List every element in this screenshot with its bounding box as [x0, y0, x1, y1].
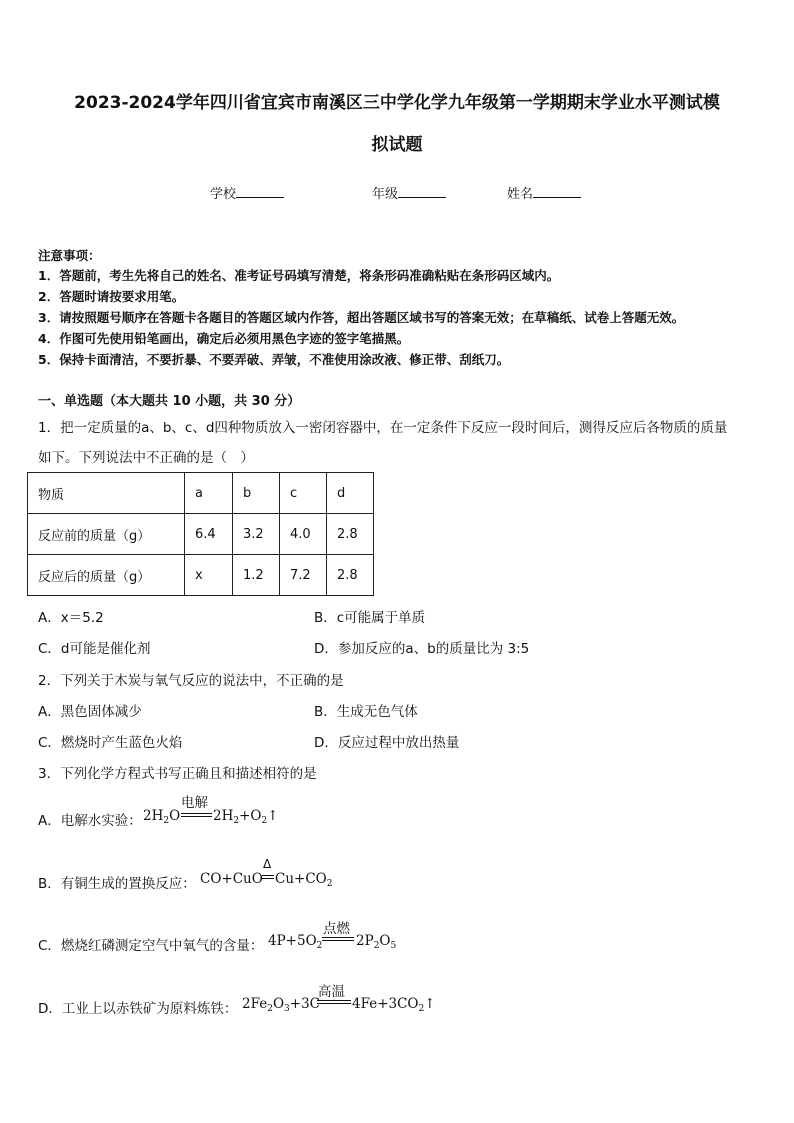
q3-option-d-products: $4Fe+3CO_2↑$: [352, 996, 436, 1014]
q1-option-b: B．c可能属于单质: [314, 610, 426, 626]
table-cell: 2.8: [327, 514, 374, 555]
note-item: 3．请按照题号顺序在答题卡各题目的答题区域内作答，超出答题区域书写的答案无效；在草稿纸、试卷上答题无效。: [38, 310, 685, 325]
q2-option-a: A．黑色固体减少: [38, 704, 142, 720]
name-field: [507, 183, 581, 202]
table-cell: 3.2: [233, 514, 280, 555]
table-row: [28, 555, 374, 596]
question-1-stem: 1．把一定质量的a、b、c、d四种物质放入一密闭容器中，在一定条件下反应一段时间后，测得反应后各物质的质量: [38, 420, 728, 436]
table-cell: 反应后的质量（g）: [28, 555, 185, 596]
q1-option-c: C．d可能是催化剂: [38, 641, 151, 657]
grade-label: 年级: [372, 187, 399, 202]
table-cell: 1.2: [233, 555, 280, 596]
table-cell: 2.8: [327, 555, 374, 596]
mass-table: [27, 472, 374, 596]
q3-option-d-reactants: $2Fe_2O_3+3C$: [242, 996, 320, 1014]
table-cell: x: [185, 555, 233, 596]
q3-option-c-products: $2P_2O_5$: [356, 933, 397, 951]
section-heading: 一、单选题（本大题共 10 小题，共 30 分）: [38, 394, 301, 409]
q3-option-b-condition: Δ: [263, 857, 272, 871]
question-3-stem: 3．下列化学方程式书写正确且和描述相符的是: [38, 766, 317, 782]
reaction-sign: [181, 813, 212, 817]
notes-heading: 注意事项：: [38, 248, 101, 263]
name-label: 姓名: [507, 187, 534, 202]
page-title-continued: 拟试题: [371, 135, 423, 155]
page-title: 2023-2024学年四川省宜宾市南溪区三中学化学九年级第一学期期末学业水平测试模: [74, 93, 720, 113]
question-1-stem-continued: 如下。下列说法中不正确的是（ ）: [38, 450, 254, 466]
q3-option-c-reactants: $4P+5O_2$: [268, 933, 323, 951]
q3-option-b-label: B．有铜生成的置换反应：: [38, 876, 196, 892]
table-cell: 物质: [28, 473, 185, 514]
q3-option-d-condition: 高温: [318, 984, 345, 1000]
table-cell: 6.4: [185, 514, 233, 555]
note-item: 2．答题时请按要求用笔。: [38, 289, 185, 304]
note-item: 1．答题前，考生先将自己的姓名、准考证号码填写清楚，将条形码准确粘贴在条形码区域内。: [38, 268, 560, 283]
table-cell: d: [327, 473, 374, 514]
table-cell: 4.0: [280, 514, 327, 555]
q3-option-a-condition: 电解: [181, 795, 208, 811]
grade-blank: [398, 185, 446, 198]
name-blank: [533, 185, 581, 198]
school-field: [210, 183, 284, 202]
q3-option-a-products: $2H_2+O_2↑$: [213, 808, 279, 826]
reaction-sign: [262, 875, 274, 879]
note-item: 4．作图可先使用铅笔画出，确定后必须用黑色字迹的签字笔描黑。: [38, 331, 410, 346]
question-2-stem: 2．下列关于木炭与氧气反应的说法中，不正确的是: [38, 673, 344, 689]
table-cell: a: [185, 473, 233, 514]
q3-option-a-reactants: $2H_2O$: [143, 808, 181, 826]
table-header-row: [28, 473, 374, 514]
table-cell: b: [233, 473, 280, 514]
school-blank: [236, 185, 284, 198]
reaction-sign: [317, 1000, 351, 1004]
q2-option-b: B．生成无色气体: [314, 704, 418, 720]
q3-option-b-products: $Cu+CO_2$: [275, 871, 333, 889]
q1-option-d: D．参加反应的a、b的质量比为 3:5: [314, 641, 530, 657]
q3-option-a-label: A．电解水实验：: [38, 813, 142, 829]
q3-option-b-reactants: CO+CuO: [200, 871, 263, 887]
table-cell: c: [280, 473, 327, 514]
q2-option-d: D．反应过程中放出热量: [314, 735, 460, 751]
grade-field: [372, 183, 446, 202]
q2-option-c: C．燃烧时产生蓝色火焰: [38, 735, 183, 751]
note-item: 5．保持卡面清洁，不要折暴、不要弄破、弄皱，不准使用涂改液、修正带、刮纸刀。: [38, 352, 510, 367]
table-cell: 反应前的质量（g）: [28, 514, 185, 555]
q3-option-d-label: D．工业上以赤铁矿为原料炼铁：: [38, 1001, 238, 1017]
q3-option-c-condition: 点燃: [323, 921, 350, 937]
table-cell: 7.2: [280, 555, 327, 596]
table-row: [28, 514, 374, 555]
q3-option-c-label: C．燃烧红磷测定空气中氧气的含量：: [38, 938, 264, 954]
school-label: 学校: [210, 187, 237, 202]
q1-option-a: A．x＝5.2: [38, 610, 104, 626]
reaction-sign: [322, 937, 354, 941]
